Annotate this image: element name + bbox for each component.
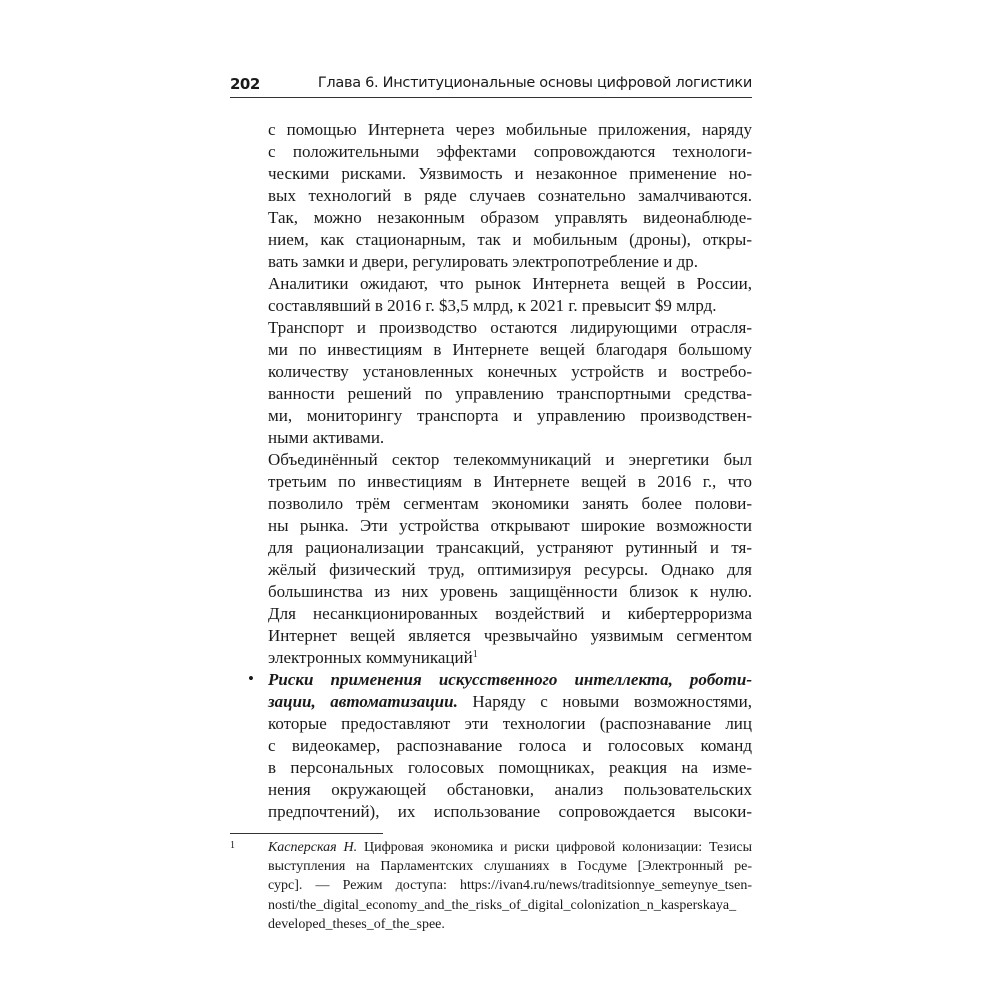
text-line (268, 838, 752, 857)
footnote-number: 1 (230, 840, 235, 851)
text-line (268, 515, 752, 537)
text-line (268, 427, 752, 449)
line-text: developed_theses_of_the_spee. (268, 916, 445, 932)
line-text: позволило трём сегментам экономики занять более полови- (268, 494, 752, 513)
footnote-rule (230, 833, 383, 834)
text-line (268, 757, 752, 779)
author-name: Касперская Н. (268, 840, 358, 855)
text-line (268, 625, 752, 647)
bullet-icon: • (248, 669, 254, 688)
text-line (268, 317, 752, 339)
text-line (268, 141, 752, 163)
footnote-ref[interactable]: 1 (472, 649, 478, 660)
line-text: нения окружающей обстановки, анализ пользовательских (268, 780, 752, 799)
text-line (268, 537, 752, 559)
text-line (268, 896, 752, 915)
chapter-title: Глава 6. Институциональные основы цифровой логистики (317, 75, 752, 91)
line-text: ванности решений по управлению транспортными средства- (268, 384, 752, 403)
text-line (268, 713, 752, 735)
text-line (268, 339, 752, 361)
text-line (268, 449, 752, 471)
line-text: электронных коммуникаций (268, 648, 473, 667)
line-text: вать замки и двери, регулировать электропотребление и др. (268, 252, 698, 271)
line-text: нием, как стационарным, так и мобильным (дроны), откры- (268, 230, 752, 249)
line-text: с помощью Интернета через мобильные приложения, наряду (268, 120, 752, 139)
bold-italic-term: Риски применения искусственного интеллекта, роботи- (268, 670, 752, 689)
line-text: ны рынка. Эти устройства открывают широкие возможности (268, 516, 752, 535)
text-line (268, 647, 752, 669)
line-text: для рационализации трансакций, устраняют рутинный и тя- (268, 538, 752, 557)
text-line (268, 801, 752, 823)
text-line (268, 735, 752, 757)
line-text: ми, мониторингу транспорта и управлению производствен- (268, 406, 752, 425)
text-line (268, 915, 752, 934)
line-text: Транспорт и производство остаются лидирующими отрасля- (268, 318, 752, 337)
text-line (268, 119, 752, 141)
line-text: выступления на Парламентских слушаниях в Госдуме [Электронный ре- (268, 859, 752, 875)
page-number: 202 (230, 75, 260, 93)
header-rule (230, 97, 752, 98)
text-line (268, 273, 752, 295)
line-text: большинства из них уровень защищённости близок к нулю. (268, 582, 752, 601)
line-text: Так, можно незаконным образом управлять видеонаблюде- (268, 208, 752, 227)
text-line (268, 691, 752, 713)
line-text: Объединённый сектор телекоммуникаций и энергетики был (268, 450, 752, 469)
text-line (268, 251, 752, 273)
line-text: ми по инвестициям в Интернете вещей благодаря большому (268, 340, 752, 359)
text-line (268, 493, 752, 515)
line-text: вых технологий в ряде случаев сознательно замалчиваются. (268, 186, 752, 205)
text-line (268, 383, 752, 405)
text-line (268, 581, 752, 603)
line-text: предпочтений), их использование сопровождается высоки- (268, 802, 752, 821)
text-line (268, 185, 752, 207)
line-text: количеству установленных конечных устройств и востребо- (268, 362, 752, 381)
line-text: с положительными эффектами сопровождаются технологи- (268, 142, 752, 161)
text-line (268, 295, 752, 317)
body-text (268, 119, 752, 823)
bold-italic-term: зации, автоматизации. (268, 692, 458, 711)
line-text: жёлый физический труд, оптимизируя ресурсы. Однако для (268, 560, 752, 579)
text-line (268, 207, 752, 229)
line-text: которые предоставляют эти технологии (распознавание лиц (268, 714, 752, 733)
text-line (268, 471, 752, 493)
text-line (268, 779, 752, 801)
line-text: Для несанкционированных воздействий и кибертерроризма (268, 604, 752, 623)
footnote (268, 838, 752, 934)
line-text: ными активами. (268, 428, 385, 447)
line-text: в персональных голосовых помощниках, реакция на изме- (268, 758, 752, 777)
line-text: составлявший в 2016 г. $3,5 млрд, к 2021 г. превысит $9 млрд. (268, 296, 717, 315)
text-line (268, 857, 752, 876)
line-text: ческими рисками. Уязвимость и незаконное применение но- (268, 164, 752, 183)
line-text: третьим по инвестициям в Интернете вещей в 2016 г., что (268, 472, 752, 491)
line-text: Цифровая экономика и риски цифровой колонизации: Тезисы (357, 840, 752, 855)
line-text: nosti/the_digital_economy_and_the_risks_of_digital_colonization_n_kasperskaya_ (268, 897, 737, 913)
text-line (268, 876, 752, 895)
line-text: Наряду с новыми возможностями, (457, 692, 753, 711)
line-text: сурс]. — Режим доступа: https://ivan4.ru/news/traditsionnye_semeynye_tsen- (268, 878, 752, 894)
text-line (268, 603, 752, 625)
text-line (268, 669, 752, 691)
line-text: с видеокамер, распознавание голоса и голосовых команд (268, 736, 752, 755)
line-text: Интернет вещей является чрезвычайно уязвимым сегментом (268, 626, 752, 645)
line-text: Аналитики ожидают, что рынок Интернета вещей в России, (268, 274, 752, 293)
text-line (268, 559, 752, 581)
text-line (268, 405, 752, 427)
text-line (268, 163, 752, 185)
text-line (268, 229, 752, 251)
text-line (268, 361, 752, 383)
